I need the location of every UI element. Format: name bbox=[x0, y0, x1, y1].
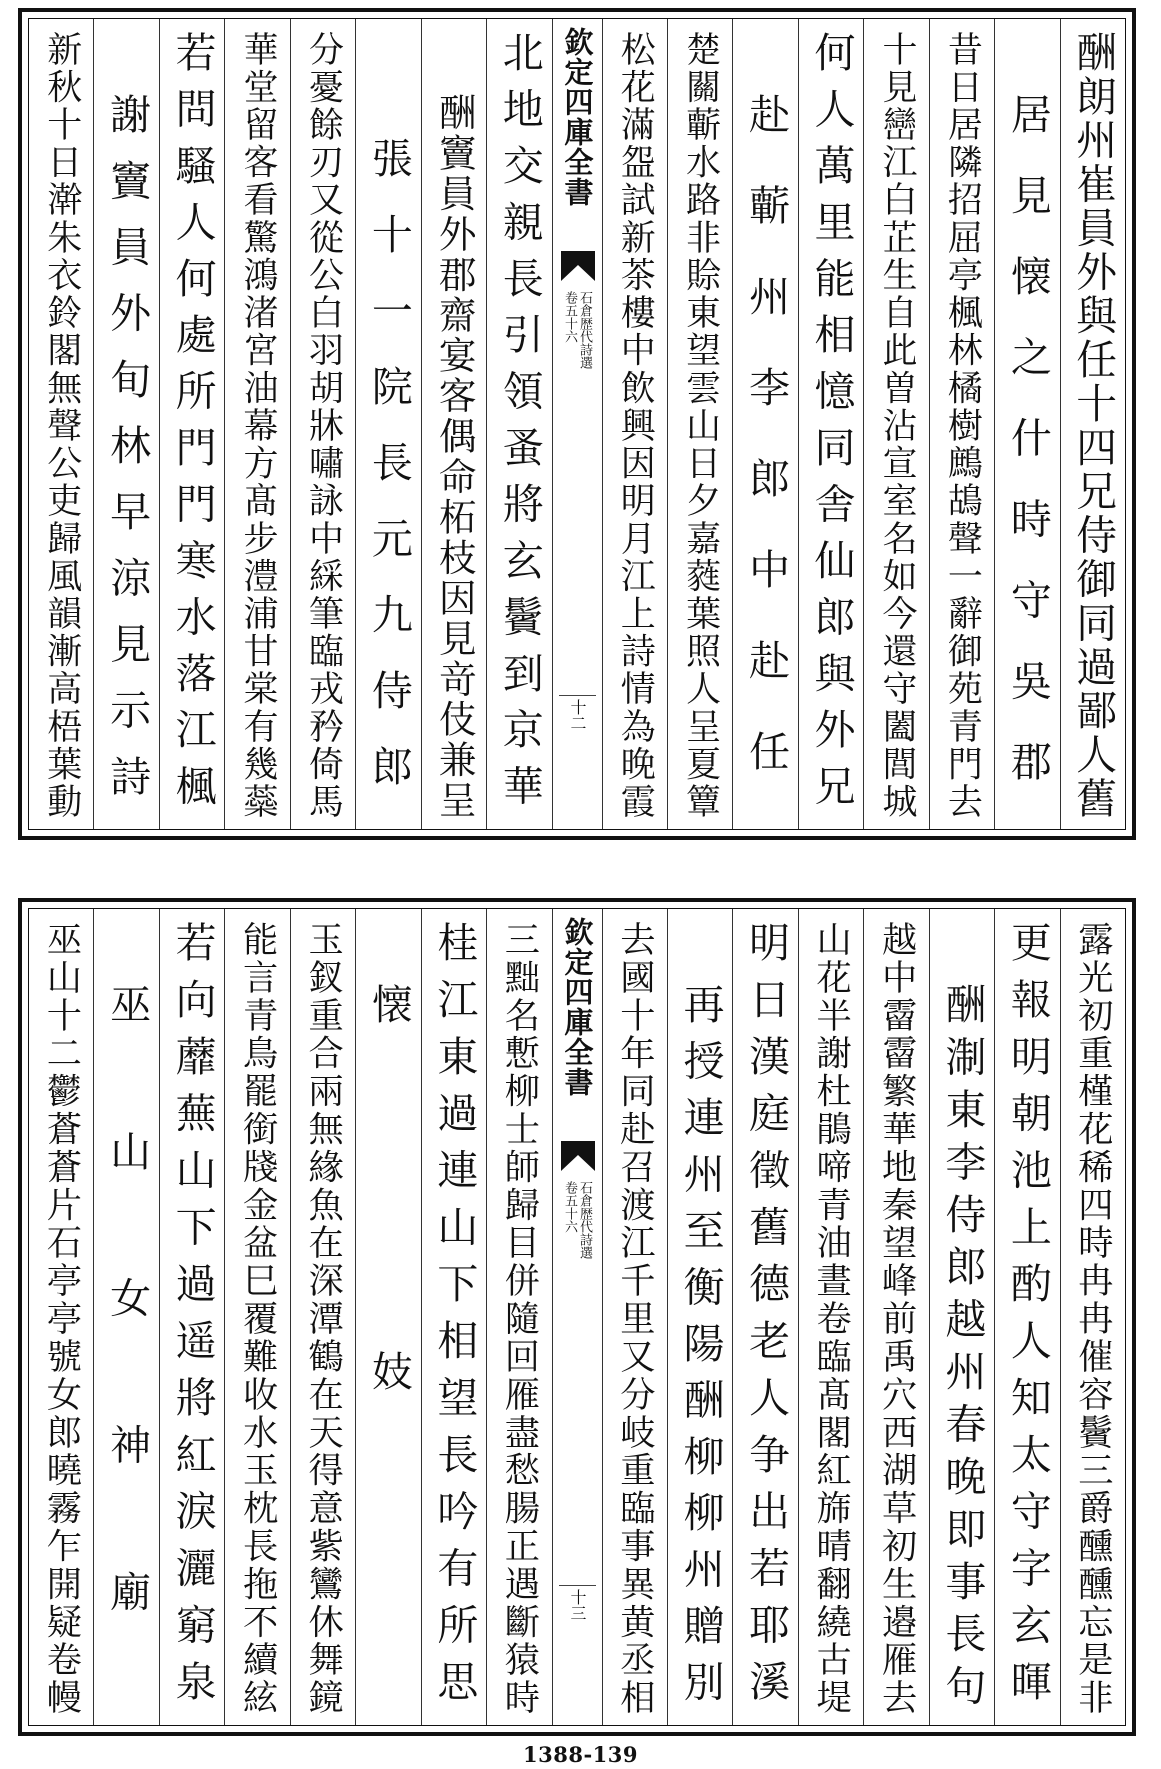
poem-text-line: 巫山十二鬱蒼蒼片石亭亭號女郎曉霧乍開疑卷幔 bbox=[40, 921, 82, 1717]
folio-divider bbox=[559, 695, 596, 696]
poem-text-line: 玉釵重合兩無緣魚在深潭鶴在天得意紫鸞休舞鏡 bbox=[302, 921, 344, 1717]
bottom-text-column bbox=[732, 909, 797, 1725]
bottom-page-text-frame bbox=[28, 908, 1126, 1726]
folio-number: 十三 bbox=[568, 1589, 587, 1621]
poem-text-line: 若向蘼蕪山下過遥將紅淚灑窮泉 bbox=[168, 921, 217, 1717]
bottom-text-column bbox=[290, 909, 355, 1725]
poem-title-line: 赴蘄州李郎中赴任 bbox=[742, 93, 791, 821]
top-text-column bbox=[355, 19, 420, 829]
top-text-column bbox=[994, 19, 1059, 829]
book-title: 欽定四庫全書 bbox=[560, 917, 595, 1097]
poem-title-line: 懐妓 bbox=[364, 983, 413, 1717]
volume-label: 卷五十六 bbox=[562, 1181, 577, 1233]
bottom-text-column bbox=[667, 909, 732, 1725]
fish-tail-mark-icon bbox=[561, 1141, 595, 1171]
poem-text-line: 松花滿盌試新茶樓中飲興因明月江上詩情為晚霞 bbox=[615, 31, 656, 821]
anthology-title: 石倉歴代詩選 bbox=[577, 291, 592, 369]
folio-divider bbox=[559, 1585, 596, 1586]
poem-text-line: 何人萬里能相憶同舎仙郎與外兄 bbox=[807, 31, 856, 821]
top-text-column bbox=[798, 19, 863, 829]
bottom-book-page bbox=[18, 898, 1136, 1736]
poem-title-line: 張十一院長元九侍郎 bbox=[364, 137, 413, 821]
top-text-column bbox=[486, 19, 551, 829]
top-text-column bbox=[667, 19, 732, 829]
top-text-column bbox=[863, 19, 928, 829]
poem-text-line: 能言青鳥罷銜牋金盆巳覆難收水玉枕長拖不續絃 bbox=[237, 921, 279, 1717]
bottom-text-column bbox=[486, 909, 551, 1725]
poem-text-line: 楚關蘄水路非賒東望雲山日夕嘉蕤葉照人呈夏簟 bbox=[680, 31, 721, 821]
poem-text-line: 酬朗州崔員外與任十四兄侍御同過鄙人舊 bbox=[1069, 31, 1118, 821]
poem-text-line: 三黜名慙柳士師歸目併隨回雁盡愁腸正遇斷猿時 bbox=[498, 921, 540, 1717]
poem-text-line: 桂江東過連山下相望長吟有所思 bbox=[430, 921, 479, 1717]
top-text-column bbox=[159, 19, 224, 829]
poem-title-line: 居見懐之什時守吳郡 bbox=[1003, 93, 1052, 821]
poem-text-line: 若問騷人何處所門門寒水落江楓 bbox=[168, 31, 217, 821]
top-text-column bbox=[1060, 19, 1125, 829]
volume-label: 卷五十六 bbox=[562, 291, 577, 343]
top-text-column bbox=[224, 19, 289, 829]
bottom-text-column bbox=[798, 909, 863, 1725]
fish-tail-mark-icon bbox=[561, 251, 595, 281]
top-text-column bbox=[732, 19, 797, 829]
top-text-column bbox=[602, 19, 667, 829]
bottom-text-column bbox=[159, 909, 224, 1725]
bottom-text-column bbox=[1060, 909, 1125, 1725]
top-text-column bbox=[929, 19, 994, 829]
poem-title-line: 酬竇員外郡齋宴客偶命柘枝因見竒伎兼呈 bbox=[432, 93, 477, 821]
bottom-text-column bbox=[224, 909, 289, 1725]
top-page-text-frame bbox=[28, 18, 1126, 830]
book-title: 欽定四庫全書 bbox=[560, 27, 595, 207]
top-text-column bbox=[93, 19, 158, 829]
poem-text-line: 北地交親長引領蚤將玄鬢到京華 bbox=[495, 31, 544, 821]
poem-text-line: 明日漢庭徵舊德老人争出若耶溪 bbox=[742, 921, 791, 1717]
top-text-column bbox=[290, 19, 355, 829]
bottom-page-gutter bbox=[552, 909, 602, 1725]
poem-text-line: 十見巒江白芷生自此曽沾宣室名如今還守闔閭城 bbox=[876, 31, 917, 821]
top-book-page bbox=[18, 8, 1136, 840]
poem-text-line: 分憂餘刃又從公白羽胡牀嘯詠中綵筆臨戎矜倚馬 bbox=[303, 31, 344, 821]
bottom-text-column bbox=[421, 909, 486, 1725]
poem-text-line: 山花半謝杜鵑啼青油晝卷臨髙閣紅旆晴翻繞古堤 bbox=[810, 921, 852, 1717]
poem-text-line: 昔日居隣招屈亭楓林橘樹鷓鴣聲一辭御苑青門去 bbox=[942, 31, 983, 821]
bottom-text-column bbox=[29, 909, 93, 1725]
gutter-subtitle bbox=[563, 1181, 591, 1259]
bottom-text-column bbox=[355, 909, 420, 1725]
bottom-text-column bbox=[929, 909, 994, 1725]
poem-title-line: 再授連州至衡陽酬柳柳州贈別 bbox=[676, 983, 725, 1717]
bottom-text-column bbox=[994, 909, 1059, 1725]
poem-text-line: 新秋十日澣朱衣鈴閣無聲公吏歸風韻漸高梧葉動 bbox=[41, 31, 82, 821]
poem-text-line: 露光初重槿花稀四時冉冉催容鬢三爵醺醺忘是非 bbox=[1072, 921, 1114, 1717]
page-number: 1388-139 bbox=[523, 1742, 638, 1767]
poem-title-line: 酬淛東李侍郎越州春晚即事長句 bbox=[938, 983, 987, 1717]
bottom-text-column bbox=[93, 909, 158, 1725]
folio-number: 十二 bbox=[568, 699, 587, 731]
poem-text-line: 華堂留客看驚鴻渚宮油幕方髙步澧浦甘棠有幾蘂 bbox=[238, 31, 279, 821]
gutter-subtitle bbox=[563, 291, 591, 369]
poem-text-line: 去國十年同赴召渡江千里又分岐重臨事異黄丞相 bbox=[614, 921, 656, 1717]
top-page-gutter bbox=[552, 19, 602, 829]
poem-text-line: 更報明朝池上酌人知太守字玄暉 bbox=[1003, 921, 1052, 1717]
anthology-title: 石倉歴代詩選 bbox=[577, 1181, 592, 1259]
poem-title-line: 巫山女神廟 bbox=[103, 983, 152, 1717]
top-text-column bbox=[29, 19, 93, 829]
poem-text-line: 越中霤霤繁華地秦望峰前禹穴西湖草初生邉雁去 bbox=[876, 921, 918, 1717]
bottom-text-column bbox=[863, 909, 928, 1725]
bottom-text-column bbox=[602, 909, 667, 1725]
poem-title-line: 謝竇員外旬林早涼見示詩 bbox=[103, 93, 152, 821]
top-text-column bbox=[421, 19, 486, 829]
